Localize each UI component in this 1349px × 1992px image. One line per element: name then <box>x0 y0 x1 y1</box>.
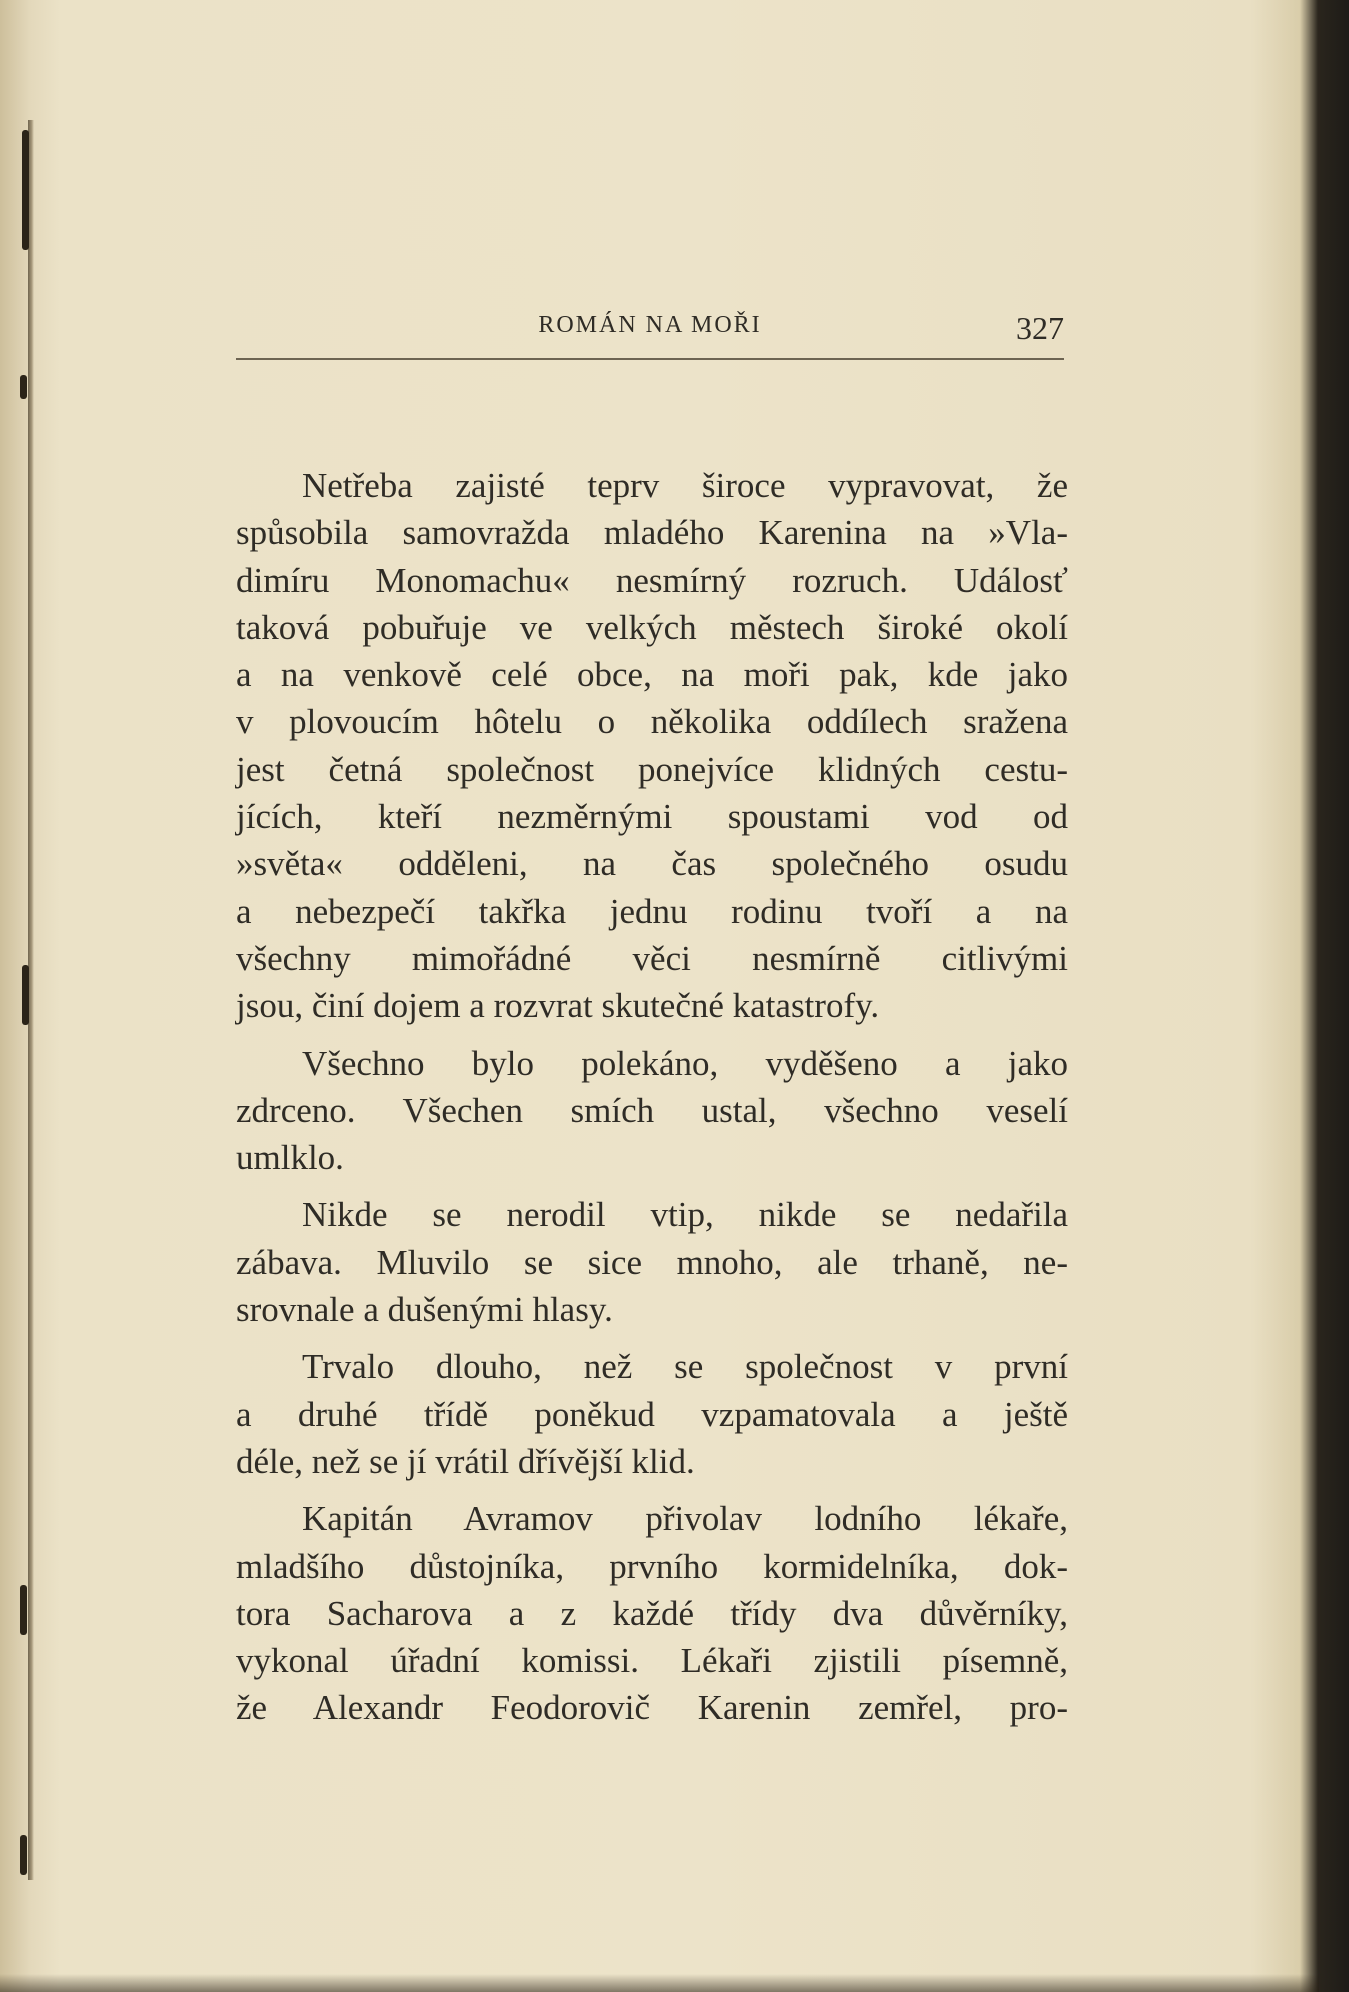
text-line: jest četná společnost ponejvíce klidných cestu- <box>236 749 1068 789</box>
binding-mark <box>22 130 29 250</box>
binding-mark <box>20 1585 27 1635</box>
page-number: 327 <box>1016 310 1064 346</box>
text-line: a druhé třídě poněkud vzpamatovala a ještě <box>236 1394 1068 1434</box>
text-line: Nikde se nerodil vtip, nikde se nedařila <box>302 1195 1068 1235</box>
binding-mark <box>20 375 27 399</box>
binding-mark <box>22 965 29 1025</box>
text-line: zábava. Mluvilo se sice mnoho, ale trhaně, ne- <box>236 1242 1068 1282</box>
text-line: a na venkově celé obce, na moři pak, kde jako <box>236 655 1068 695</box>
body-text <box>236 462 1068 1742</box>
text-line: v plovoucím hôtelu o několika oddílech sražena <box>236 702 1068 742</box>
page-header <box>236 300 1064 360</box>
paragraph <box>236 1040 1068 1182</box>
text-line: že Alexandr Feodorovič Karenin zemřel, pro- <box>236 1688 1068 1728</box>
text-line: zdrceno. Všechen smích ustal, všechno veselí <box>236 1090 1068 1130</box>
text-line: déle, než se jí vrátil dřívější klid. <box>236 1441 695 1481</box>
paragraph <box>236 1343 1068 1485</box>
text-line: »světa« odděleni, na čas společného osudu <box>236 844 1068 884</box>
text-line: Kapitán Avramov přivolav lodního lékaře, <box>302 1499 1068 1539</box>
text-line: taková pobuřuje ve velkých městech široké okolí <box>236 607 1068 647</box>
text-line: Netřeba zajisté teprv široce vypravovat, že <box>302 466 1068 505</box>
paragraph <box>236 462 1068 1030</box>
text-line: Trvalo dlouho, než se společnost v první <box>302 1347 1068 1387</box>
text-line: Všechno bylo polekáno, vyděšeno a jako <box>302 1043 1068 1083</box>
text-line: umlklo. <box>236 1138 344 1178</box>
paragraph <box>236 1191 1068 1333</box>
paragraph <box>236 1495 1068 1731</box>
text-line: spůsobila samovražda mladého Karenina na »Vla- <box>236 513 1068 553</box>
text-line: všechny mimořádné věci nesmírně citlivými <box>236 938 1068 978</box>
text-line: jsou, činí dojem a rozvrat skutečné katastrofy. <box>236 986 880 1026</box>
text-line: tora Sacharova a z každé třídy dva důvěrníky, <box>236 1593 1068 1633</box>
running-title: ROMÁN NA MOŘI <box>538 312 762 338</box>
text-line: jících, kteří nezměrnými spoustami vod od <box>236 797 1068 837</box>
binding-mark <box>20 1835 27 1875</box>
text-line: mladšího důstojníka, prvního kormidelníka, dok- <box>236 1546 1068 1586</box>
text-line: dimíru Monomachu« nesmírný rozruch. Událosť <box>236 560 1068 600</box>
text-line: a nebezpečí takřka jednu rodinu tvoří a na <box>236 891 1068 931</box>
text-line: srovnale a dušenými hlasy. <box>236 1290 613 1330</box>
text-line: vykonal úřadní komissi. Lékaři zjistili písemně, <box>236 1641 1068 1681</box>
